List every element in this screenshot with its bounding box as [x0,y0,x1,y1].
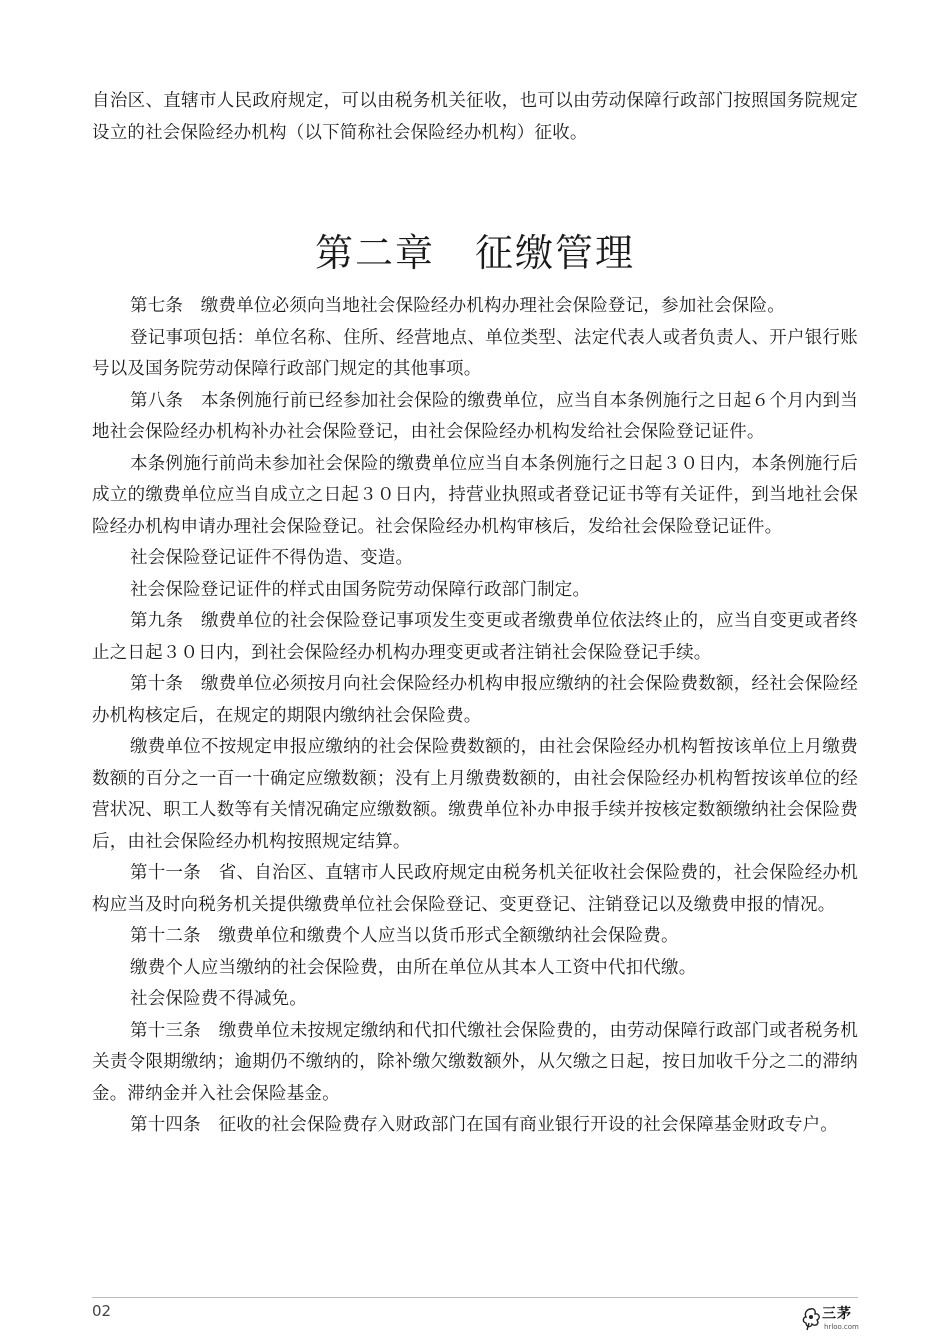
article-8: 第八条 本条例施行前已经参加社会保险的缴费单位，应当自本条例施行之日起６个月内到当地社会保险经办机构补办社会保险登记，由社会保险经办机构发给社会保险登记证件。 [92,390,858,442]
article-8-no-forgery: 社会保险登记证件不得伪造、变造。 [130,548,414,568]
article-10-provisional: 缴费单位不按规定申报应缴纳的社会保险费数额的，由社会保险经办机构暂按该单位上月缴费数额的百分之一百一十确定应缴数额；没有上月缴费数额的，由社会保险经办机构暂按该单位的经营状况、职工人数等有关情况确定应缴数额。缴费单位补办申报手续并按核定数额缴纳社会保险费后，由社会保险经办机构按照规定结算。 [92,737,858,852]
page-number: 02 [92,1302,112,1320]
chapter-title: 第二章 征缴管理 [314,231,635,275]
brand-logo [800,1303,862,1337]
article-11: 第十一条 省、自治区、直辖市人民政府规定由税务机关征收社会保险费的，社会保险经办机构应当及时向税务机关提供缴费单位社会保险登记、变更登记、注销登记以及缴费申报的情况。 [92,863,858,915]
logo-text: 三茅 [822,1306,852,1322]
article-14: 第十四条 征收的社会保险费存入财政部门在国有商业银行开设的社会保障基金财政专户。 [130,1115,838,1135]
article-7-registration-items: 登记事项包括：单位名称、住所、经营地点、单位类型、法定代表人或者负责人、开户银行账号以及国务院劳动保障行政部门规定的其他事项。 [92,327,858,379]
article-7: 第七条 缴费单位必须向当地社会保险经办机构办理社会保险登记，参加社会保险。 [130,296,785,316]
intro-paragraph: 自治区、直辖市人民政府规定，可以由税务机关征收，也可以由劳动保障行政部门按照国务院规定设立的社会保险经办机构（以下简称社会保险经办机构）征收。 [92,91,858,143]
article-12: 第十二条 缴费单位和缴费个人应当以货币形式全额缴纳社会保险费。 [130,926,679,946]
logo-domain: hrloo.com [824,1323,859,1331]
article-12-no-reduction: 社会保险费不得减免。 [130,989,307,1009]
article-8-certificate-style: 社会保险登记证件的样式由国务院劳动保障行政部门制定。 [130,579,591,600]
article-10: 第十条 缴费单位必须按月向社会保险经办机构申报应缴纳的社会保险费数额，经社会保险经办机构核定后，在规定的期限内缴纳社会保险费。 [92,674,858,726]
article-12-withholding: 缴费个人应当缴纳的社会保险费，由所在单位从其本人工资中代扣代缴。 [130,957,697,978]
article-8-new-units: 本条例施行前尚未参加社会保险的缴费单位应当自本条例施行之日起３０日内，本条例施行后成立的缴费单位应当自成立之日起３０日内，持营业执照或者登记证书等有关证件，到当地社会保险经办机构申请办理社会保险登记。社会保险经办机构审核后，发给社会保险登记证件。 [92,453,858,537]
document-body [92,86,858,1142]
flower-icon [800,1305,822,1331]
footer-divider [92,1297,858,1298]
article-13: 第十三条 缴费单位未按规定缴纳和代扣代缴社会保险费的，由劳动保障行政部门或者税务机关责令限期缴纳；逾期仍不缴纳的，除补缴欠缴数额外，从欠缴之日起，按日加收千分之二的滞纳金。滞纳金并入社会保险基金。 [92,1020,858,1104]
article-9: 第九条 缴费单位的社会保险登记事项发生变更或者缴费单位依法终止的，应当自变更或者终止之日起３０日内，到社会保险经办机构办理变更或者注销社会保险登记手续。 [92,611,858,663]
